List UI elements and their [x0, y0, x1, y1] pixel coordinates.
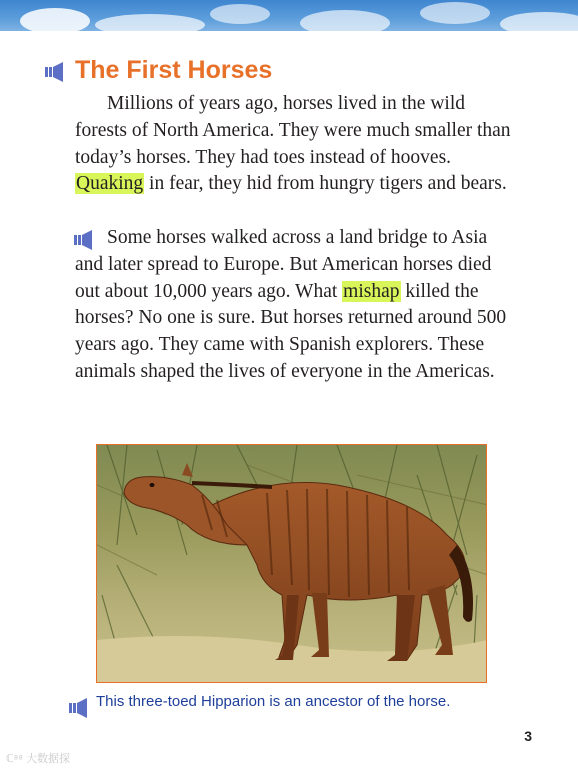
paragraph-1 [75, 91, 515, 198]
page-number: 3 [524, 728, 532, 744]
paragraph-2 [75, 225, 515, 386]
vocab-word-quaking[interactable]: Quaking [76, 173, 144, 195]
vocab-word-mishap[interactable]: mishap [343, 280, 400, 302]
image-caption: This three-toed Hipparion is an ancestor of the horse. [96, 693, 451, 710]
hipparion-illustration [96, 444, 487, 683]
paragraph-1-text-before: Millions of years ago, horses lived in the wild forests of North America. They were much smaller than today’s horses. They had toes instead of hooves. [75, 93, 511, 168]
page-title: The First Horses [75, 56, 273, 84]
paragraph-2-text-after: killed the horses? No one is sure. But horses returned around 500 years ago. They came with Spanish explorers. These animals shaped the lives of everyone in the Americas. [75, 280, 507, 382]
watermark: ℂ⁸⁸ 大数据探 [6, 753, 71, 765]
watermark-logo-icon: ℂ⁸⁸ [6, 753, 27, 765]
sky-banner [0, 0, 578, 31]
paragraph-1-text-after: in fear, they hid from hungry tigers and bears. [149, 173, 507, 195]
caption-speaker-icon[interactable] [69, 698, 90, 718]
title-speaker-icon[interactable] [45, 62, 66, 82]
paragraph-2-text-before: Some horses walked across a land bridge to Asia and later spread to Europe. But American horses died out about 10,000 years ago. What [75, 227, 492, 302]
